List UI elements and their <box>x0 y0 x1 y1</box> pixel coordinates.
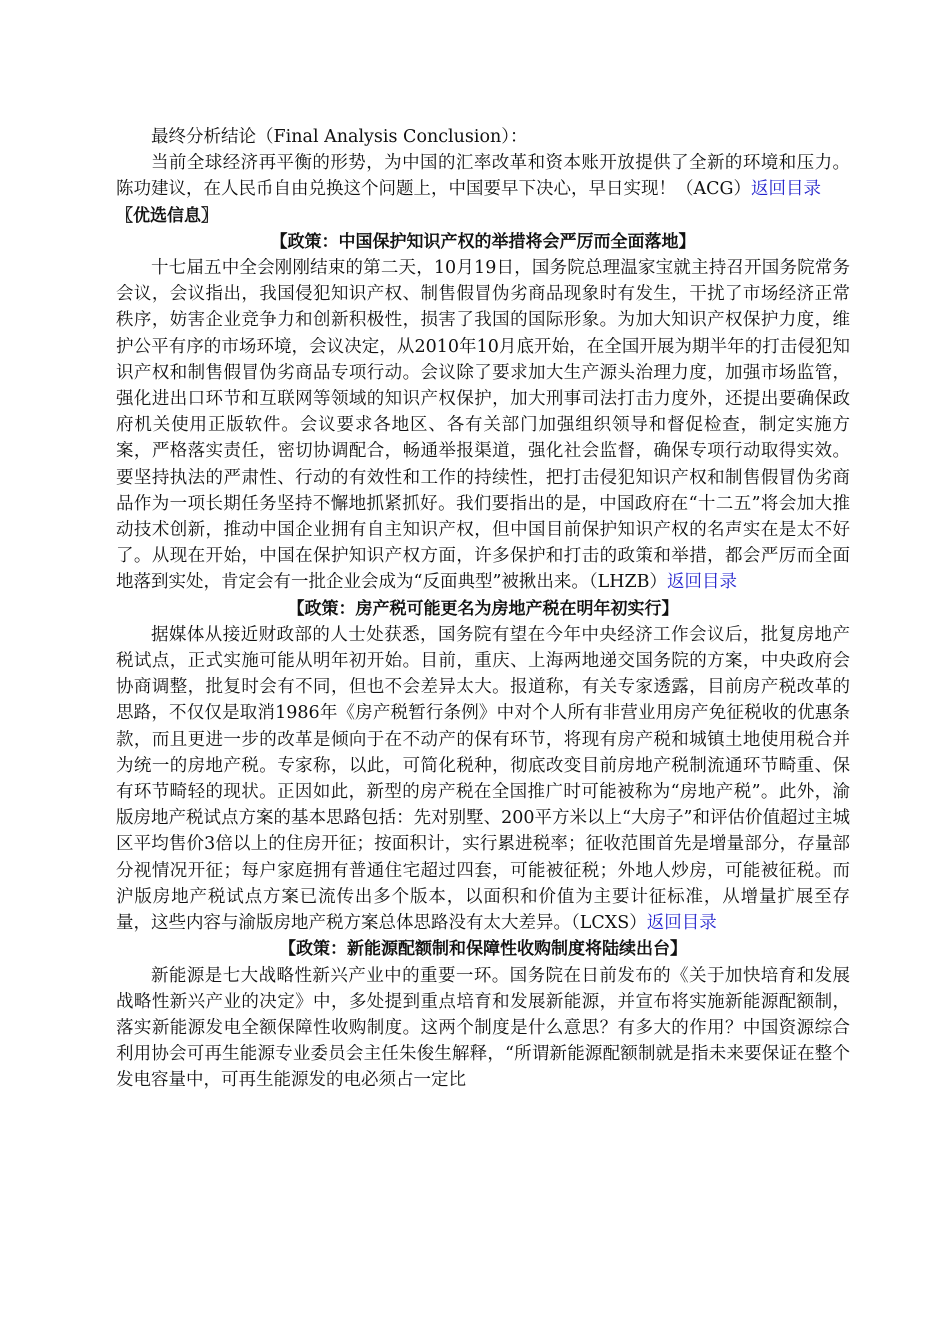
conclusion-text: 当前全球经济再平衡的形势，为中国的汇率改革和资本账开放提供了全新的环境和压力。陈功建议，在人民币自由兑换这个问题上，中国要早下决心，早日实现！（ACG） <box>116 153 850 200</box>
article-paragraph <box>116 622 850 936</box>
section-label: 〖优选信息〗 <box>116 205 218 226</box>
article-text: 据媒体从接近财政部的人士处获悉，国务院有望在今年中央经济工作会议后，批复房地产税试点，正式实施可能从明年初开始。目前，重庆、上海两地递交国务院的方案，中央政府会协商调整，批复时会有不同，但也不会差异太大。报道称，有关专家透露，目前房产税改革的思路，不仅仅是取消1986年《房产税暂行条例》中对个人所有非营业用房产免征税收的优惠条款，而且更进一步的改革是倾向于在不动产的保有环节，将现有房产税和城镇土地使用税合并为统一的房地产税。专家称，以此，可简化税种，彻底改变目前房地产税制流通环节畸重、保有环节畸轻的现状。正因如此，新型的房产税在全国推广时可能被称为“房地产税”。此外，渝版房地产税试点方案的基本思路包括：先对别墅、200平方米以上“大房子”和评估价值超过主城区平均售价3倍以上的住房开征；按面积计，实行累进税率；征收范围首先是增量部分，存量部分视情况开征；每户家庭拥有普通住宅超过四套，可能被征税；外地人炒房，可能被征税。而沪版房地产税试点方案已流传出多个版本，以面积和价值为主要计征标准，从增量扩展至存量，这些内容与渝版房地产税方案总体思路没有太大差异。（LCXS） <box>116 624 850 934</box>
conclusion-paragraph <box>116 150 850 202</box>
back-to-contents-link[interactable]: 返回目录 <box>667 572 738 593</box>
back-to-contents-link[interactable]: 返回目录 <box>751 179 822 200</box>
article-text: 新能源是七大战略性新兴产业中的重要一环。国务院在日前发布的《关于加快培育和发展战略性新兴产业的决定》中，多处提到重点培育和发展新能源，并宣布将实施新能源配额制，落实新能源发电全额保障性收购制度。这两个制度是什么意思？有多大的作用？中国资源综合利用协会可再生能源专业委员会主任朱俊生解释，“所谓新能源配额制就是指未来要保证在整个发电容量中，可再生能源发的电必须占一定比 <box>116 965 850 1091</box>
article-paragraph <box>116 255 850 596</box>
article-title: 【政策：房产税可能更名为房地产税在明年初实行】 <box>287 598 679 619</box>
back-to-contents-link[interactable]: 返回目录 <box>646 913 717 934</box>
article-paragraph <box>116 963 850 1094</box>
article-title: 【政策：新能源配额制和保障性收购制度将陆续出台】 <box>279 939 687 960</box>
conclusion-heading: 最终分析结论（Final Analysis Conclusion）： <box>151 127 528 147</box>
document-page <box>116 124 850 1094</box>
article-title: 【政策：中国保护知识产权的举措将会严厉而全面落地】 <box>270 231 696 252</box>
article-text: 十七届五中全会刚刚结束的第二天，10月19日，国务院总理温家宝就主持召开国务院常务会议，会议指出，我国侵犯知识产权、制售假冒伪劣商品现象时有发生，干扰了市场经济正常秩序，妨害企业竞争力和创新积极性，损害了我国的国际形象。为加大知识产权保护力度，维护公平有序的市场环境，会议决定，从2010年10月底开始，在全国开展为期半年的打击侵犯知识产权和制售假冒伪劣商品专项行动。会议除了要求加大生产源头治理力度，加强市场监管，强化进出口环节和互联网等领域的知识产权保护，加大刑事司法打击力度外，还提出要确保政府机关使用正版软件。会议要求各地区、各有关部门加强组织领导和督促检查，制定实施方案，严格落实责任，密切协调配合，畅通举报渠道，强化社会监督，确保专项行动取得实效。要坚持执法的严肃性、行动的有效性和工作的持续性，把打击侵犯知识产权和制售假冒伪劣商品作为一项长期任务坚持不懈地抓紧抓好。我们要指出的是，中国政府在“十二五”将会加大推动技术创新，推动中国企业拥有自主知识产权，但中国目前保护知识产权的名声实在是太不好了。从现在开始，中国在保护知识产权方面，许多保护和打击的政策和举措，都会严厉而全面地落到实处，肯定会有一批企业会成为“反面典型”被揪出来。（LHZB） <box>116 258 850 593</box>
